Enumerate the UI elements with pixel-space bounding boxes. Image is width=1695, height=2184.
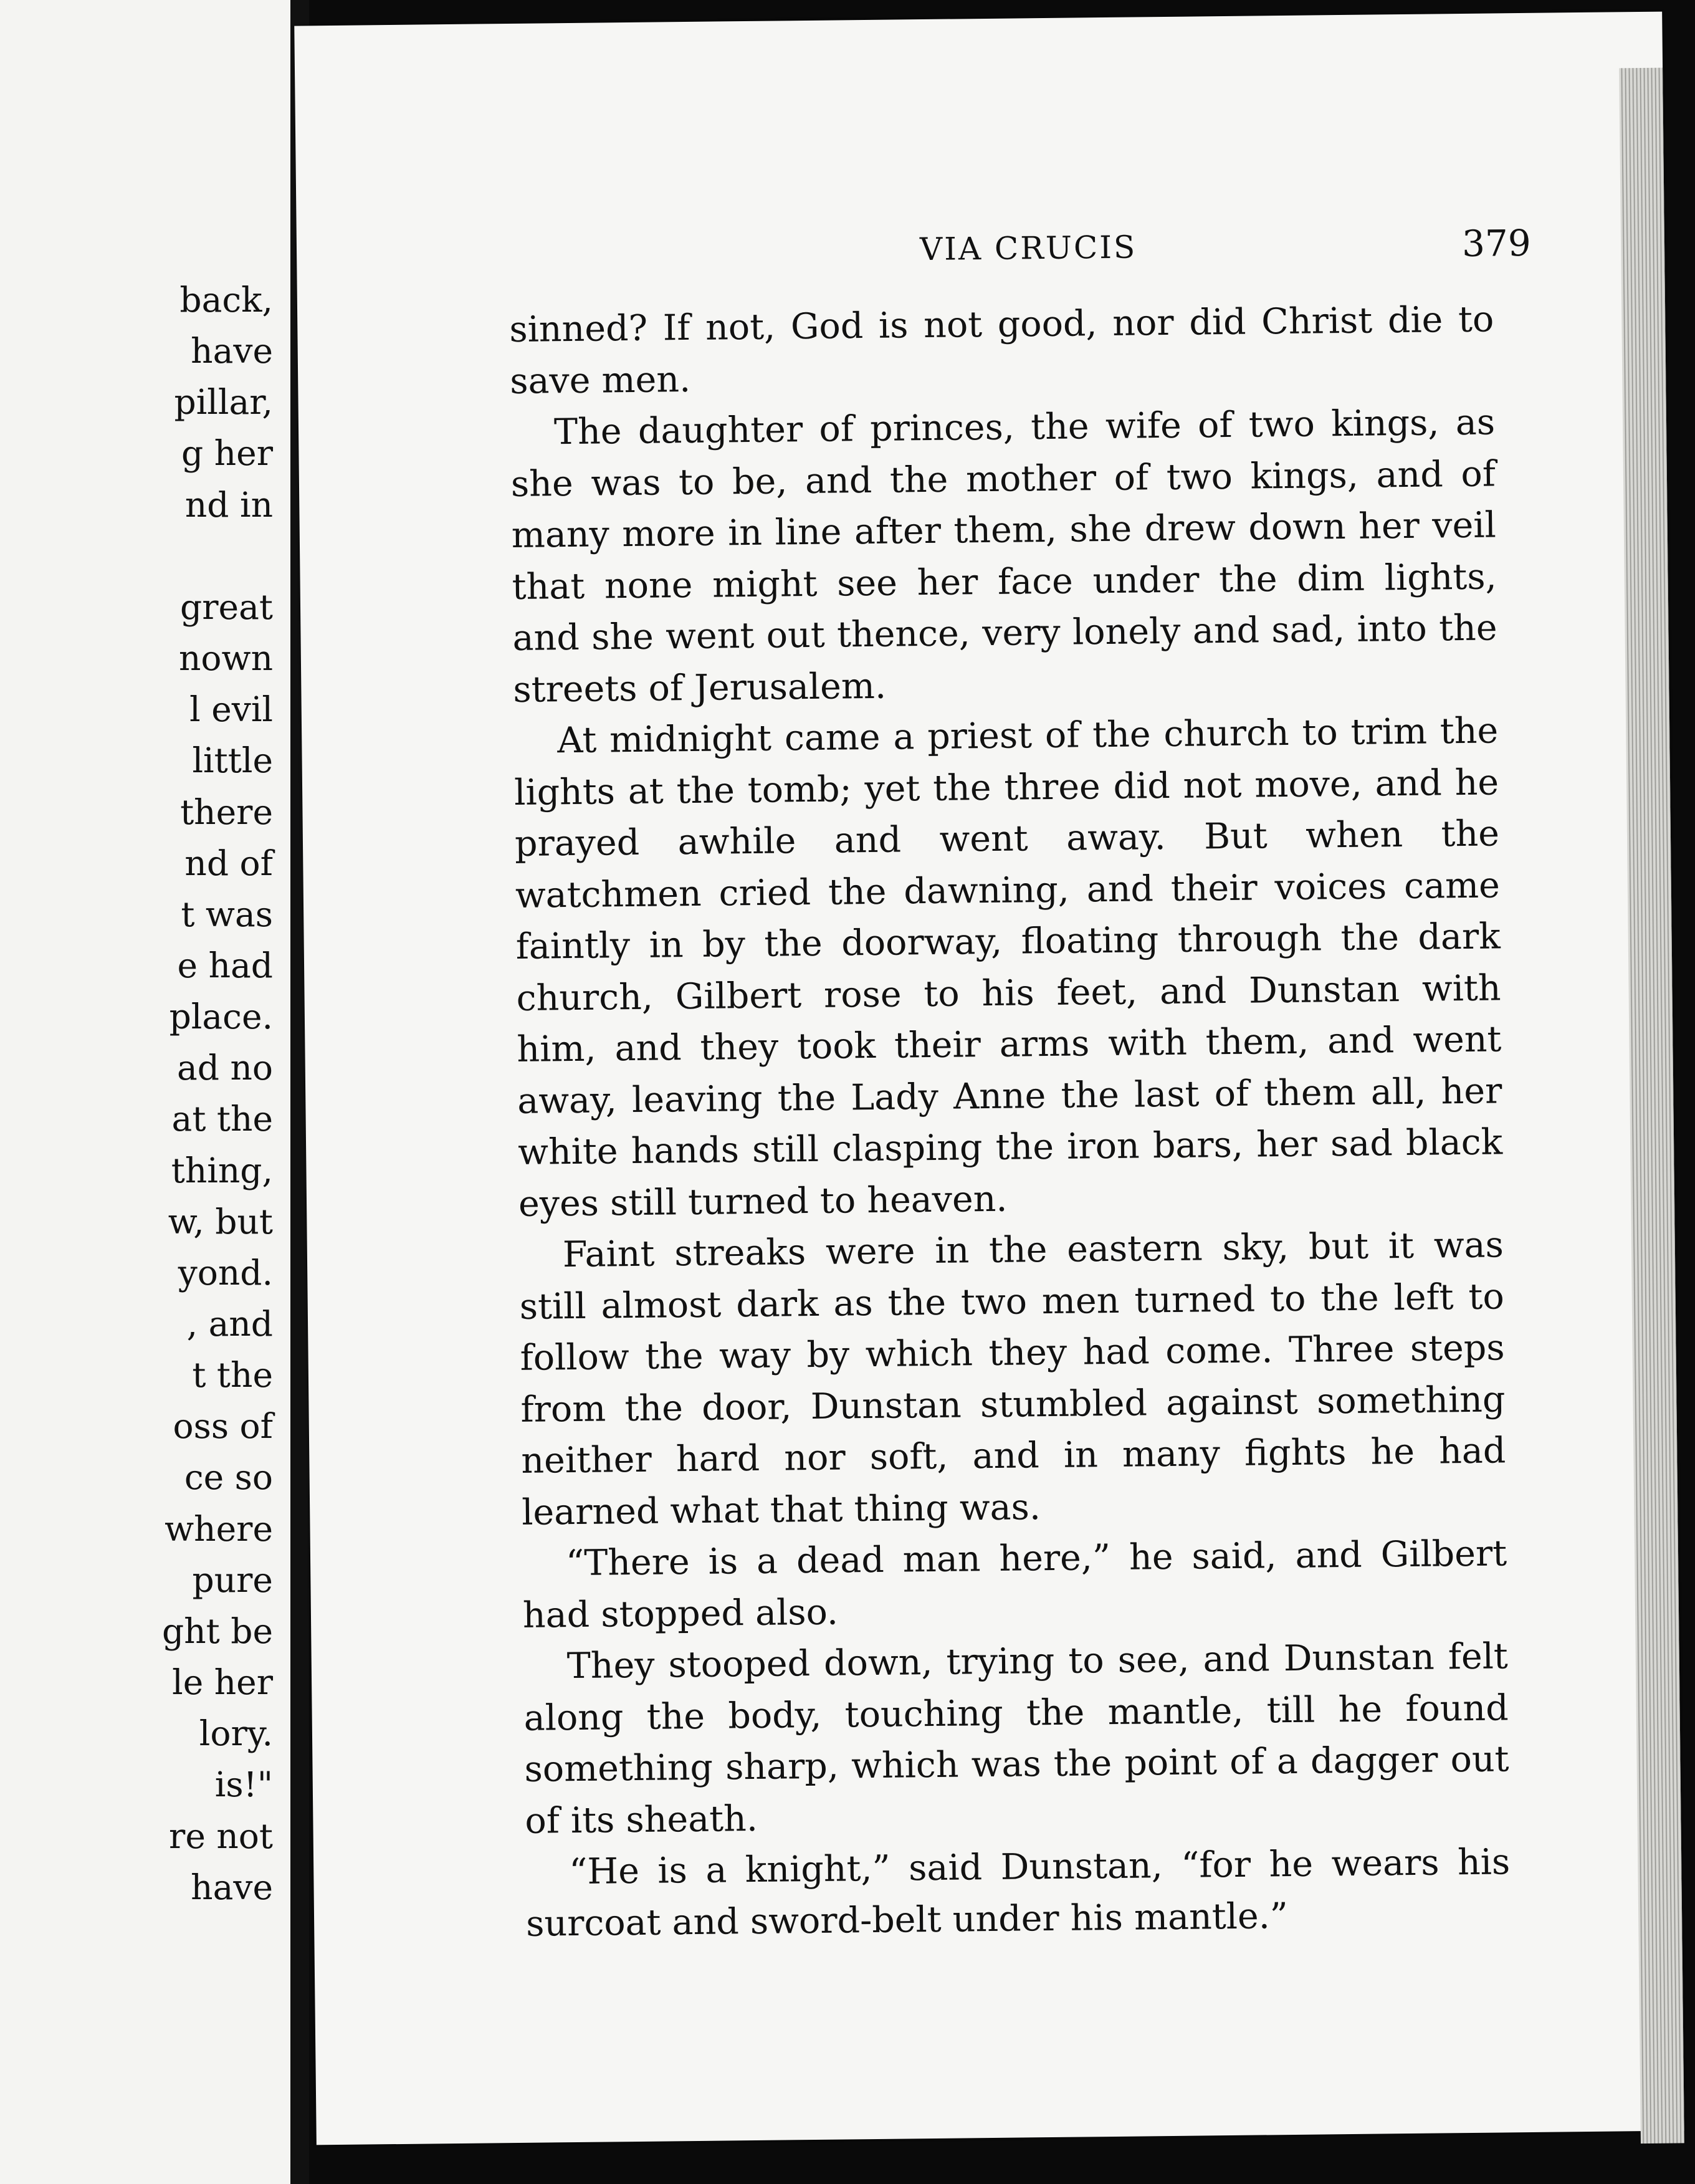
paragraph: They stooped down, trying to see, and Dunstan felt along the body, touching the mantle, till he found something sharp, which was the point of a dagger out of its sheath. (523, 1636, 1509, 1842)
facing-page-line: lory. (199, 1713, 273, 1754)
facing-page-line: thing, (171, 1150, 273, 1190)
facing-page-line: place. (169, 997, 273, 1037)
facing-page-line: nd of (184, 843, 273, 883)
paragraph: Faint streaks were in the eastern sky, but it was still almost dark as the two men turned to the left to follow the way by which they had come. Three steps from the door, Dunstan stumbled against something neither hard nor soft, and in many fights he had learned what that thing was. (519, 1224, 1506, 1533)
facing-page-line: g her (181, 433, 273, 474)
paragraph: The daughter of princes, the wife of two kings, as she was to be, and the mother of two kings, and of many more in line after them, she drew down her veil that none might see her face under the dim lights, and she went out thence, very lonely and sad, into the streets of Jerusalem. (510, 401, 1497, 711)
running-head: VIA CRUCIS (919, 229, 1137, 268)
paragraph: “He is a knight,” said Dunstan, “for he wears his surcoat and sword-belt under his mantle.” (525, 1841, 1511, 1945)
paragraph: sinned? If not, God is not good, nor did Christ die to save men. (509, 299, 1494, 402)
facing-page-line: nown (178, 638, 273, 679)
facing-page-line: little (192, 740, 273, 781)
facing-page-line: t was (181, 894, 273, 934)
facing-page-line: ad no (176, 1048, 273, 1088)
page-number: 379 (1461, 221, 1532, 265)
facing-page-line: oss of (173, 1406, 273, 1447)
body-text (509, 294, 1511, 1949)
book-page (294, 12, 1684, 2145)
facing-page-line: w, but (168, 1201, 273, 1242)
facing-page-line: yond. (178, 1252, 273, 1293)
facing-page-line: ce so (184, 1457, 273, 1498)
facing-page (0, 0, 297, 2184)
facing-page-line: , and (186, 1304, 273, 1344)
facing-page-line: le her (172, 1662, 273, 1703)
facing-page-line: is!" (214, 1765, 273, 1805)
facing-page-line: ght be (162, 1611, 273, 1651)
facing-page-line: re not (169, 1816, 273, 1856)
facing-page-line: great (180, 587, 273, 627)
facing-page-line: there (180, 792, 273, 832)
facing-page-line: l evil (189, 689, 273, 730)
paragraph: “There is a dead man here,” he said, and Gilbert had stopped also. (522, 1533, 1507, 1636)
facing-page-line: nd in (184, 484, 273, 525)
facing-page-line: e had (177, 945, 273, 985)
facing-page-line: back, (179, 280, 273, 320)
facing-page-line: have (191, 1867, 273, 1907)
facing-page-line: at the (171, 1099, 273, 1139)
facing-page-line: pillar, (174, 382, 273, 423)
page-edges (1619, 68, 1684, 2144)
facing-page-line: t the (192, 1355, 273, 1396)
facing-page-line: pure (192, 1559, 273, 1600)
facing-page-line: have (191, 331, 273, 371)
paragraph: At midnight came a priest of the church to trim the lights at the tomb; yet the three did not move, and he prayed awhile and went away. But when the watchmen cried the dawning, and their voices came faintly in by the doorway, floating through the dark church, Gilbert rose to his feet, and Dunstan with him, and they took their arms with them, and went away, leaving the Lady Anne the last of them all, her white hands still clasping the iron bars, her sad black eyes still turned to heaven. (513, 710, 1503, 1225)
facing-page-line: where (165, 1508, 273, 1549)
